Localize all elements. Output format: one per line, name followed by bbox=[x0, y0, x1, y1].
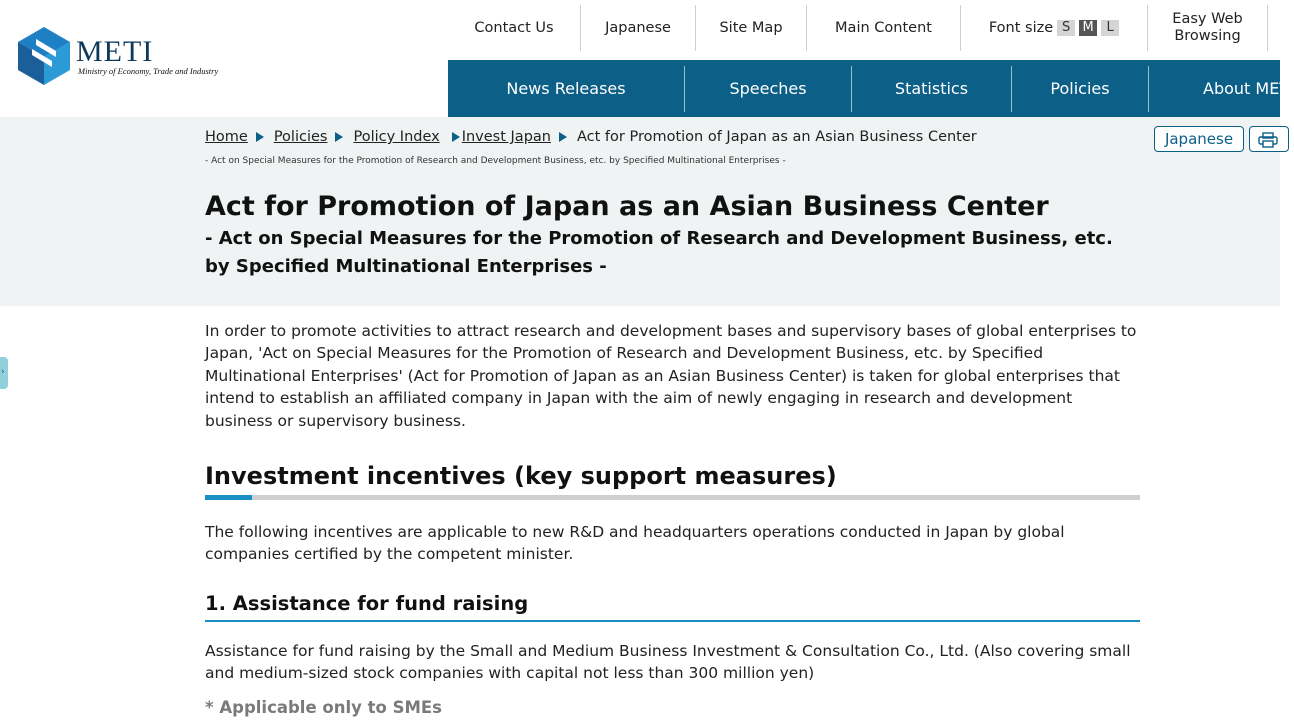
section-heading-rule bbox=[205, 495, 1140, 500]
meti-logo[interactable] bbox=[18, 27, 228, 87]
site-header bbox=[0, 0, 1294, 117]
subsection-heading: 1. Assistance for fund raising bbox=[205, 590, 1140, 622]
nav-policies[interactable]: Policies bbox=[1012, 66, 1149, 112]
font-size-large-button[interactable]: L bbox=[1101, 20, 1119, 36]
breadcrumb-arrow-icon bbox=[335, 132, 343, 142]
breadcrumb-home[interactable]: Home bbox=[205, 129, 248, 145]
site-map-link[interactable]: Site Map bbox=[696, 5, 807, 51]
breadcrumb-policies[interactable]: Policies bbox=[273, 129, 328, 145]
font-size-control bbox=[961, 5, 1148, 51]
breadcrumb-current: Act for Promotion of Japan as an Asian Business Center bbox=[576, 129, 977, 145]
nav-about-meti[interactable]: About METI bbox=[1203, 79, 1294, 98]
meti-logo-mark-icon bbox=[18, 27, 70, 85]
chevron-right-icon: › bbox=[1, 367, 5, 377]
section-paragraph: The following incentives are applicable to new R&D and headquarters operations conducted in Japan by global companies certified by the competent minister. bbox=[205, 523, 1065, 564]
side-panel-toggle[interactable] bbox=[0, 357, 8, 389]
page-title: Act for Promotion of Japan as an Asian Business Center bbox=[205, 191, 1049, 222]
logo-name: METI bbox=[76, 35, 154, 68]
nav-speeches[interactable]: Speeches bbox=[685, 66, 852, 112]
breadcrumb-arrow-icon bbox=[452, 132, 460, 142]
breadcrumb-invest-japan[interactable]: Invest Japan bbox=[461, 129, 551, 145]
sme-note: * Applicable only to SMEs bbox=[205, 697, 442, 717]
nav-news-releases[interactable]: News Releases bbox=[448, 66, 685, 112]
intro-paragraph: In order to promote activities to attract research and development bases and supervisory bases of global enterprises to Japan, 'Act on Special Measures for the Promotion of Research and Development Business, etc. by Specified Multinational Enterprises' (Act for Promotion of Japan as an Asian Business Center) is taken for global enterprises that intend to establish an affiliated company in Japan with the aim of newly engaging in research and development business or supervisory business. bbox=[205, 322, 1137, 430]
contact-us-link[interactable]: Contact Us bbox=[448, 5, 581, 51]
japanese-link[interactable]: Japanese bbox=[581, 5, 696, 51]
main-nav bbox=[448, 60, 1294, 117]
breadcrumb-policy-index[interactable]: Policy Index bbox=[353, 129, 440, 145]
breadcrumb-subtitle: - Act on Special Measures for the Promotion of Research and Development Business, etc. by Specified Multinational Enterprises - bbox=[205, 156, 786, 166]
main-content bbox=[205, 320, 1140, 717]
font-size-medium-button[interactable]: M bbox=[1079, 20, 1097, 36]
utility-nav bbox=[448, 0, 1280, 56]
easy-web-line2: Browsing bbox=[1174, 28, 1241, 44]
title-band bbox=[0, 117, 1280, 306]
breadcrumb-arrow-icon bbox=[256, 132, 264, 142]
logo-subtitle: Ministry of Economy, Trade and Industry bbox=[78, 66, 219, 76]
font-size-label: Font size bbox=[988, 19, 1054, 36]
section-heading: Investment incentives (key support measures) bbox=[205, 462, 837, 491]
easy-web-browsing-link[interactable] bbox=[1148, 5, 1268, 51]
main-content-link[interactable]: Main Content bbox=[807, 5, 961, 51]
printer-icon bbox=[1258, 132, 1278, 148]
nav-statistics[interactable]: Statistics bbox=[852, 66, 1012, 112]
print-button[interactable] bbox=[1249, 126, 1289, 152]
japanese-page-button[interactable]: Japanese bbox=[1154, 126, 1244, 152]
breadcrumb-arrow-icon bbox=[559, 132, 567, 142]
subsection-paragraph: Assistance for fund raising by the Small and Medium Business Investment & Consultation Co., Ltd. (Also covering small and medium-sized stock companies with capital not less than 300 million yen) bbox=[205, 641, 1131, 683]
page-subtitle: - Act on Special Measures for the Promotion of Research and Development Business, etc. by Specified Multinational Enterprises - bbox=[205, 228, 1113, 277]
easy-web-line1: Easy Web bbox=[1172, 11, 1243, 27]
breadcrumb bbox=[205, 129, 977, 145]
font-size-small-button[interactable]: S bbox=[1057, 20, 1075, 36]
